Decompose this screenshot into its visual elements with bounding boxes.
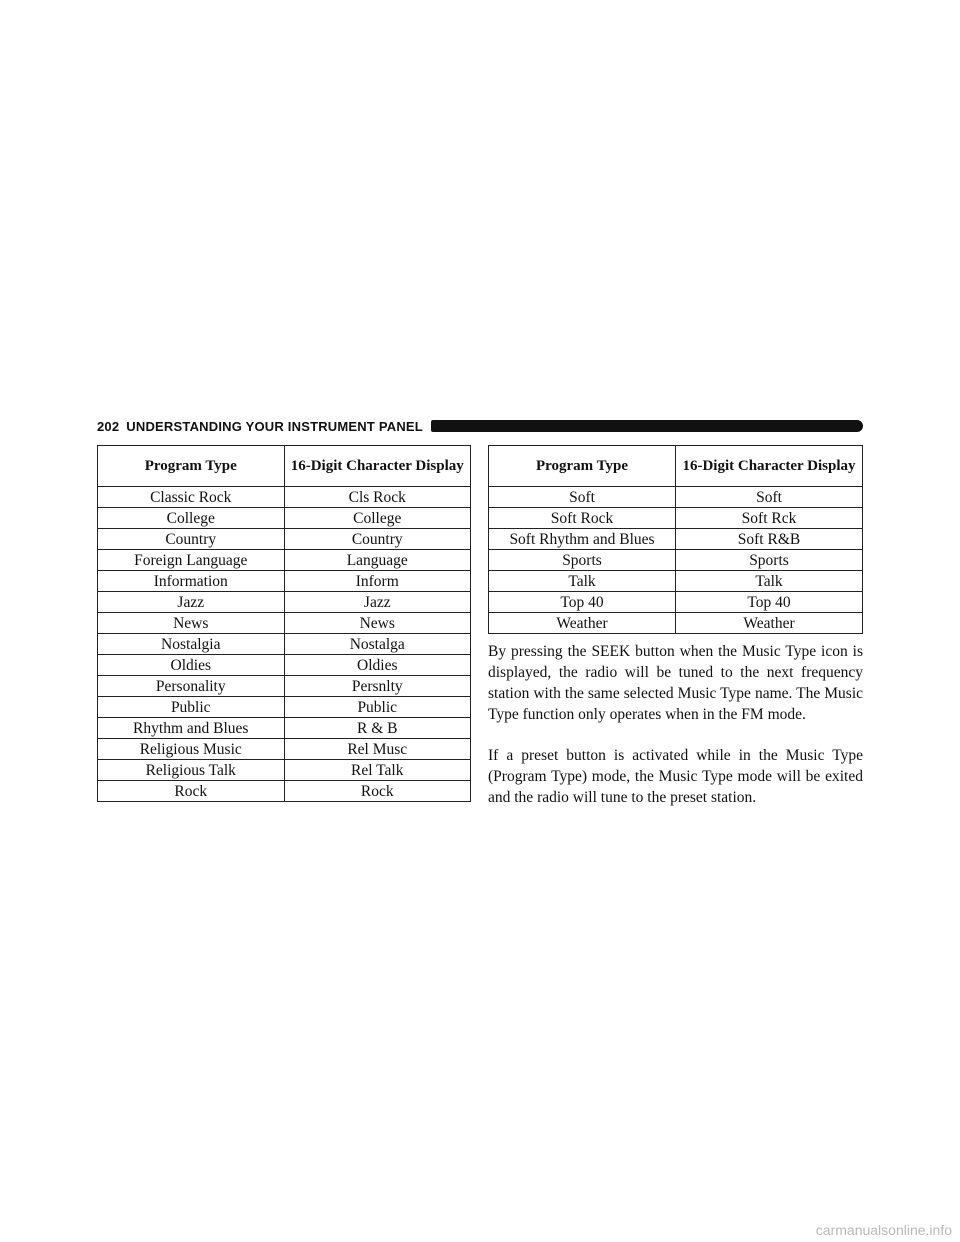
- program-type-cell: News: [98, 613, 285, 634]
- character-display-cell: News: [284, 613, 471, 634]
- character-display-cell: Jazz: [284, 592, 471, 613]
- table-header-row: [489, 446, 863, 487]
- program-type-cell: Soft Rock: [489, 508, 676, 529]
- table-row: [98, 634, 471, 655]
- program-type-cell: Foreign Language: [98, 550, 285, 571]
- character-display-cell: Inform: [284, 571, 471, 592]
- program-type-cell: College: [98, 508, 285, 529]
- table-row: [98, 676, 471, 697]
- character-display-cell: Country: [284, 529, 471, 550]
- program-type-cell: Talk: [489, 571, 676, 592]
- table-body: [98, 487, 471, 802]
- table-row: [98, 529, 471, 550]
- program-type-cell: Personality: [98, 676, 285, 697]
- program-type-table-left: [97, 445, 471, 802]
- character-display-cell: Nostalga: [284, 634, 471, 655]
- table-row: [98, 718, 471, 739]
- paragraph-preset-button: If a preset button is activated while in the Music Type (Program Type) mode, the Music Type mode will be exited and the radio will tune to the preset station.: [488, 747, 863, 806]
- program-type-cell: Classic Rock: [98, 487, 285, 508]
- paragraph-seek-button: By pressing the SEEK button when the Music Type icon is displayed, the radio will be tuned to the next frequency station with the same selected Music Type name. The Music Type function only operates when in the FM mode.: [488, 643, 863, 723]
- table-row: [98, 571, 471, 592]
- character-display-cell: Soft: [676, 487, 863, 508]
- character-display-cell: Soft R&B: [676, 529, 863, 550]
- table-row: [489, 487, 863, 508]
- character-display-cell: Rel Musc: [284, 739, 471, 760]
- program-type-cell: Soft Rhythm and Blues: [489, 529, 676, 550]
- character-display-cell: Rock: [284, 781, 471, 802]
- character-display-cell: Top 40: [676, 592, 863, 613]
- table-row: [98, 592, 471, 613]
- program-type-cell: Nostalgia: [98, 634, 285, 655]
- character-display-cell: Oldies: [284, 655, 471, 676]
- program-type-cell: Oldies: [98, 655, 285, 676]
- program-type-cell: Soft: [489, 487, 676, 508]
- table-row: [98, 487, 471, 508]
- table-row: [489, 613, 863, 634]
- page-header: [97, 416, 863, 436]
- page-number: 202: [97, 418, 120, 434]
- column-header-character-display: 16-Digit Character Display: [676, 446, 863, 487]
- character-display-cell: Persnlty: [284, 676, 471, 697]
- program-type-cell: Top 40: [489, 592, 676, 613]
- program-type-cell: Rock: [98, 781, 285, 802]
- table-row: [98, 655, 471, 676]
- program-type-table-right: [488, 445, 863, 634]
- character-display-cell: College: [284, 508, 471, 529]
- header-rule: [431, 420, 863, 432]
- table-row: [98, 739, 471, 760]
- character-display-cell: Public: [284, 697, 471, 718]
- character-display-cell: Talk: [676, 571, 863, 592]
- character-display-cell: Sports: [676, 550, 863, 571]
- program-type-cell: Jazz: [98, 592, 285, 613]
- watermark: carmanualsonline.info: [815, 1222, 952, 1238]
- character-display-cell: Weather: [676, 613, 863, 634]
- program-type-cell: Sports: [489, 550, 676, 571]
- table-row: [98, 781, 471, 802]
- character-display-cell: Cls Rock: [284, 487, 471, 508]
- table-row: [489, 550, 863, 571]
- program-type-cell: Religious Talk: [98, 760, 285, 781]
- program-type-cell: Rhythm and Blues: [98, 718, 285, 739]
- program-type-cell: Public: [98, 697, 285, 718]
- table-row: [98, 760, 471, 781]
- section-title: UNDERSTANDING YOUR INSTRUMENT PANEL: [126, 418, 423, 434]
- column-header-program-type: Program Type: [98, 446, 285, 487]
- table-body: [489, 487, 863, 634]
- table-row: [489, 571, 863, 592]
- table-row: [98, 613, 471, 634]
- program-type-cell: Religious Music: [98, 739, 285, 760]
- program-type-cell: Information: [98, 571, 285, 592]
- column-header-character-display: 16-Digit Character Display: [284, 446, 471, 487]
- character-display-cell: Language: [284, 550, 471, 571]
- table-row: [489, 529, 863, 550]
- table-row: [489, 592, 863, 613]
- character-display-cell: R & B: [284, 718, 471, 739]
- table-row: [489, 508, 863, 529]
- character-display-cell: Soft Rck: [676, 508, 863, 529]
- program-type-cell: Country: [98, 529, 285, 550]
- character-display-cell: Rel Talk: [284, 760, 471, 781]
- table-row: [98, 550, 471, 571]
- column-header-program-type: Program Type: [489, 446, 676, 487]
- table-row: [98, 697, 471, 718]
- program-type-cell: Weather: [489, 613, 676, 634]
- table-row: [98, 508, 471, 529]
- table-header-row: [98, 446, 471, 487]
